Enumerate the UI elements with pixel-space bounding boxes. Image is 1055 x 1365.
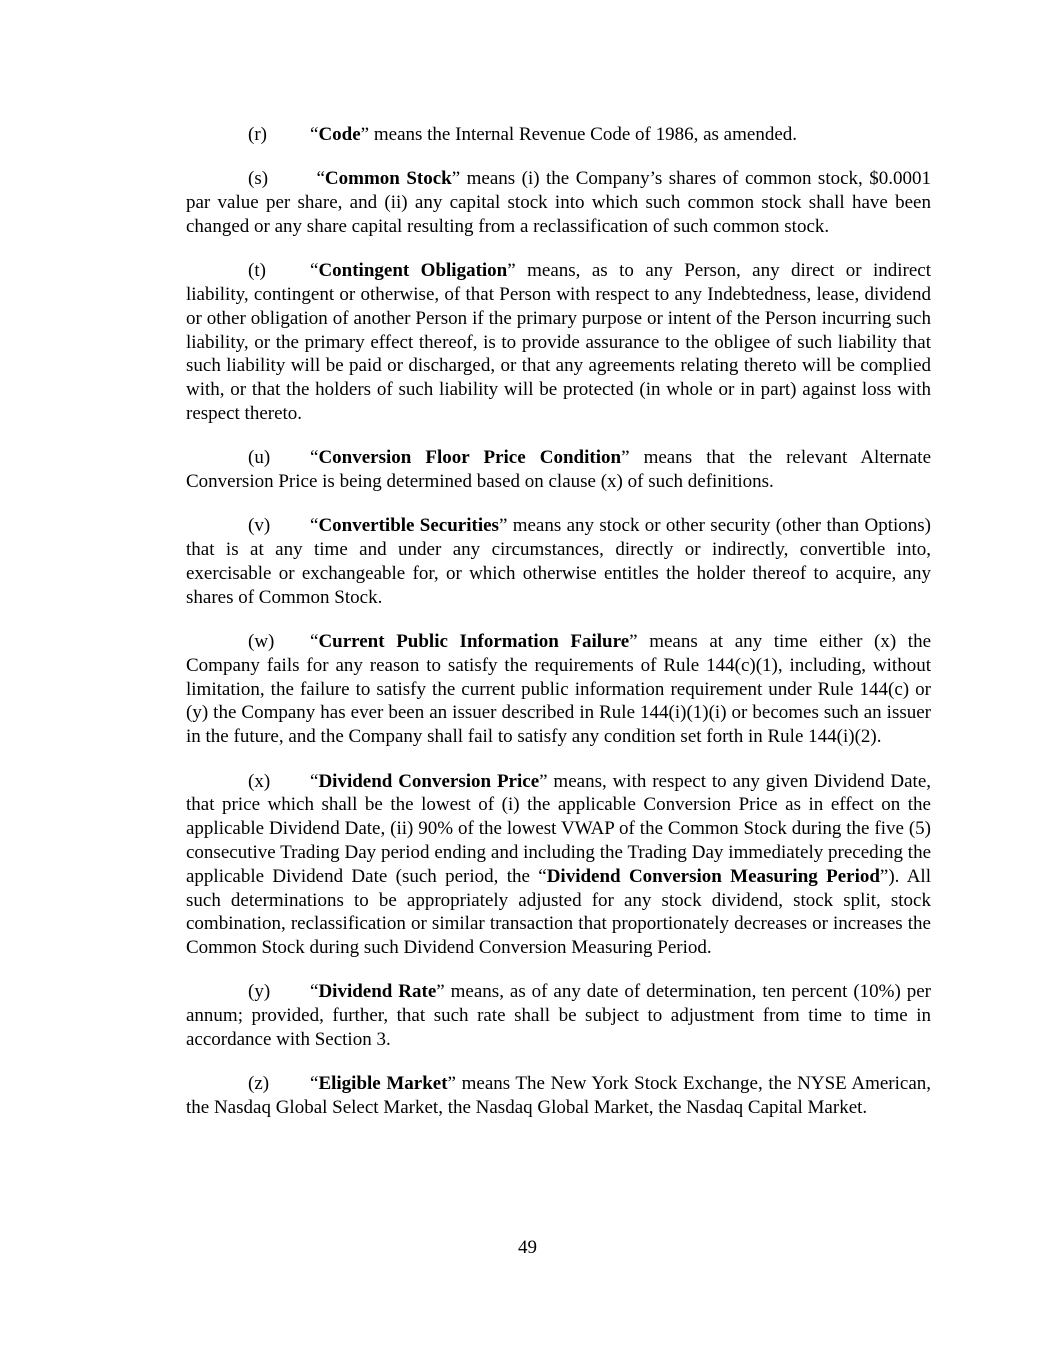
defined-term: Current Public Information Failure <box>318 631 630 653</box>
page-number: 49 <box>518 1237 537 1258</box>
open-quote: “ <box>310 631 319 653</box>
definition-label: (z) <box>248 1073 270 1095</box>
defined-term: Convertible Securities <box>318 515 499 537</box>
defined-term: Eligible Market <box>318 1073 448 1095</box>
definition-s <box>186 167 931 238</box>
definition-t <box>186 259 931 426</box>
open-quote: “ <box>310 260 319 282</box>
definition-label: (x) <box>248 770 271 792</box>
open-quote: “ <box>310 168 325 190</box>
definition-label: (t) <box>248 260 266 282</box>
open-quote: “ <box>310 981 319 1003</box>
open-quote: “ <box>310 515 319 537</box>
close-quote: ” <box>507 260 516 282</box>
defined-term: Common Stock <box>324 168 452 190</box>
definition-label: (v) <box>248 515 271 537</box>
close-quote: ” <box>436 981 445 1003</box>
definition-r <box>186 123 931 147</box>
definition-w <box>186 630 931 749</box>
close-quote: ” <box>629 631 638 653</box>
close-quote: ” <box>498 515 508 537</box>
definition-y <box>186 980 931 1051</box>
definition-text: means, as to any Person, any direct or indirect liability, contingent or otherwise, of that Person with respect to any Indebtedness, lease, dividend or other obligation of another Person if the primary purpose or intent of the Person incurring such liability, or the primary effect thereof, is to provide assurance to the obligee of such liability that such liability will be paid or discharged, or that any agreements relating thereto will be complied with, or that the holders of such liability will be protected (in whole or in part) against loss with respect thereto. <box>186 260 931 424</box>
definition-label: (y) <box>248 981 271 1003</box>
close-quote: ” <box>447 1073 456 1095</box>
definition-label: (r) <box>248 124 267 145</box>
definition-v <box>186 514 931 609</box>
open-quote: “ <box>310 770 319 792</box>
definition-text: means at any time either (x) the Company fails for any reason to satisfy the requirements of Rule 144(c)(1), including, without limitation, the failure to satisfy the current public information requirement under Rule 144(c) or (y) the Company has ever been an issuer described in Rule 144(i)(1)(i) or becomes such an issuer in the future, and the Company shall fail to satisfy any condition set forth in Rule 144(i)(2). <box>186 631 932 748</box>
defined-term: Dividend Rate <box>318 981 437 1003</box>
open-quote: “ <box>310 1073 319 1095</box>
definition-label: (s) <box>248 168 269 190</box>
definition-z <box>186 1072 931 1120</box>
definition-text: means the Internal Revenue Code of 1986, as amended. <box>369 124 797 145</box>
document-page-body <box>186 123 931 1140</box>
defined-term: Dividend Conversion Price <box>318 770 540 792</box>
close-quote: ” <box>621 447 630 469</box>
definition-text: means that the relevant Alternate Conversion Price is being determined based on clause (x) of such definitions. <box>186 447 932 493</box>
defined-term: Code <box>318 124 361 145</box>
definition-text: means The New York Stock Exchange, the NYSE American, the Nasdaq Global Select Market, the Nasdaq Global Market, the Nasdaq Capital Market. <box>186 1073 932 1119</box>
defined-term: Contingent Obligation <box>318 260 508 282</box>
definition-text: means any stock or other security (other than Options) that is at any time and under any circumstances, directly or indirectly, convertible into, exercisable or exchangeable for, or which otherwise entitles the holder thereof to acquire, any shares of Common Stock. <box>186 515 931 608</box>
defined-term-secondary: Dividend Conversion Measuring Period <box>546 865 880 887</box>
defined-term: Conversion Floor Price Condition <box>318 447 622 469</box>
close-quote: ” <box>539 770 548 792</box>
open-quote: “ <box>310 124 319 145</box>
definition-label: (w) <box>248 631 275 653</box>
definition-text: means, with respect to any given Dividend Date, that price which shall be the lowest of (i) the applicable Conversion Price as in effect on the applicable Dividend Date, (ii) 90% of the lowest VWAP of the Common Stock during the five (5) consecutive Trading Day period ending and including the Trading Day immediately preceding the applicable Dividend Date (such period, the “ <box>186 770 931 887</box>
definition-label: (u) <box>248 447 271 469</box>
definition-text: means (i) the Company’s shares of common stock, $0.0001 par value per share, and (ii) any capital stock into which such common stock shall have been changed or any share capital resulting from a reclassification of such common stock. <box>186 168 931 237</box>
definition-u <box>186 446 931 494</box>
open-quote: “ <box>310 447 319 469</box>
definition-x <box>186 770 931 960</box>
definition-text: means, as of any date of determination, ten percent (10%) per annum; provided, further, that such rate shall be subject to adjustment from time to time in accordance with Section 3. <box>186 981 931 1050</box>
close-quote: ” <box>360 124 370 145</box>
close-quote: ” <box>451 168 461 190</box>
definition-text-continued: ”). All such determinations to be appropriately adjusted for any stock dividend, stock split, stock combination, reclassification or similar transaction that proportionately decreases or increases the Common Stock during such Dividend Conversion Measuring Period. <box>186 865 931 959</box>
